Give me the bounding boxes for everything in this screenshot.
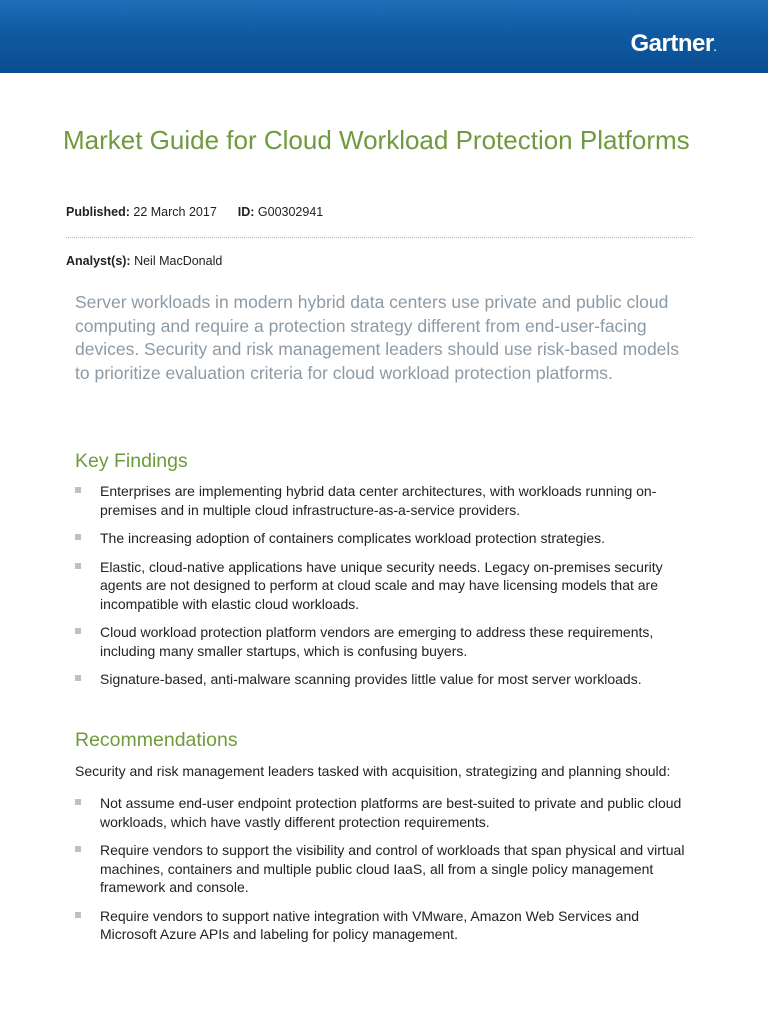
list-item	[75, 907, 695, 944]
publication-meta	[66, 205, 323, 219]
summary-paragraph: Server workloads in modern hybrid data centers use private and public cloud computing and require a protection strategy different from end-user-facing devices. Security and risk management leaders should use risk-based models to prioritize evaluation criteria for cloud workload protection platforms.	[75, 292, 680, 383]
bullet-square-icon	[75, 675, 81, 681]
finding-text: Signature-based, anti-malware scanning provides little value for most server workloads.	[100, 671, 642, 687]
published-date: 22 March 2017	[133, 205, 217, 219]
bullet-square-icon	[75, 846, 81, 852]
list-item	[75, 841, 695, 897]
finding-text: Enterprises are implementing hybrid data center architectures, with workloads running on-premises and in multiple cloud infrastructure-as-a-service providers.	[100, 483, 657, 518]
list-item	[75, 558, 695, 614]
recommendation-text: Not assume end-user endpoint protection platforms are best-suited to private and public cloud workloads, which have vastly different protection requirements.	[100, 795, 682, 830]
list-item	[75, 482, 695, 519]
analyst-meta	[66, 254, 222, 268]
finding-text: Cloud workload protection platform vendors are emerging to address these requirements, including many smaller startups, which is confusing buyers.	[100, 624, 654, 659]
key-findings-heading: Key Findings	[75, 450, 188, 472]
bullet-square-icon	[75, 487, 81, 493]
key-findings-list	[75, 482, 695, 699]
recommendation-text: Require vendors to support native integration with VMware, Amazon Web Services and Microsoft Azure APIs and labeling for policy management.	[100, 907, 640, 942]
bullet-square-icon	[75, 628, 81, 634]
list-item	[75, 670, 695, 689]
published-label: Published:	[66, 205, 130, 219]
recommendation-text: Require vendors to support the visibility and control of workloads that span physical and virtual machines, containers and multiple public cloud IaaS, all from a single policy management framework and console.	[100, 842, 685, 895]
gartner-logo	[631, 30, 716, 58]
header-bar	[0, 0, 768, 73]
document-title: Market Guide for Cloud Workload Protection Platforms	[63, 125, 690, 155]
list-item	[75, 529, 695, 548]
finding-text: Elastic, cloud-native applications have unique security needs. Legacy on-premises security agents are not designed to perform at cloud scale and may have licensing models that are incompatible with elastic cloud workloads.	[100, 558, 663, 612]
id-label: ID:	[237, 205, 255, 219]
bullet-square-icon	[75, 563, 81, 569]
recommendations-list	[75, 794, 695, 954]
recommendations-heading: Recommendations	[75, 729, 238, 751]
logo-text: Gartner	[630, 30, 714, 57]
finding-text: The increasing adoption of containers complicates workload protection strategies.	[100, 530, 606, 546]
bullet-square-icon	[75, 534, 81, 540]
recommendations-intro: Security and risk management leaders tasked with acquisition, strategizing and planning should:	[75, 763, 671, 779]
analyst-label: Analyst(s):	[66, 254, 131, 268]
list-item	[75, 623, 695, 660]
list-item	[75, 794, 695, 831]
bullet-square-icon	[75, 912, 81, 918]
logo-dot: .	[713, 43, 716, 54]
analyst-name: Neil MacDonald	[134, 254, 223, 268]
bullet-square-icon	[75, 799, 81, 805]
divider	[66, 237, 693, 238]
document-id: G00302941	[257, 205, 324, 219]
